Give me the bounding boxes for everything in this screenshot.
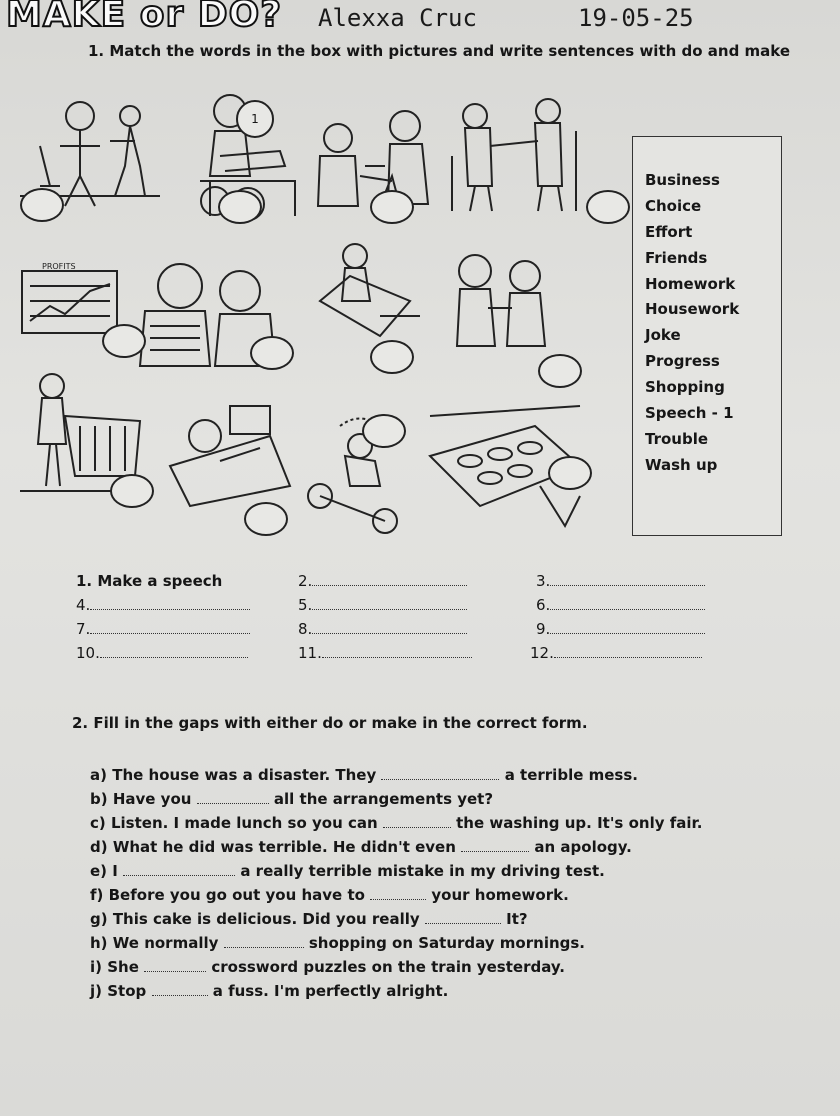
answer-9-number: 9. (536, 620, 551, 638)
answer-circle[interactable] (362, 414, 406, 448)
answer-12[interactable] (530, 644, 702, 662)
answer-10-number: 10. (76, 644, 100, 662)
sentence-before: Listen. I made lunch so you can (110, 814, 378, 832)
sentence-after: crossword puzzles on the train yesterday. (211, 958, 565, 976)
sentence-before: The house was a disaster. They (112, 766, 377, 784)
answer-3[interactable] (536, 572, 705, 590)
answer-6-number: 6. (536, 596, 551, 614)
word-item: Wash up (645, 456, 718, 474)
gap-blank[interactable] (123, 863, 235, 876)
answer-5-number: 5. (298, 596, 313, 614)
answer-circle[interactable] (370, 190, 414, 224)
answer-2-number: 2. (298, 572, 313, 590)
answer-line[interactable] (90, 597, 250, 610)
sentence-c (90, 814, 702, 832)
gap-blank[interactable] (383, 815, 451, 828)
sentence-letter: a) (90, 766, 107, 784)
word-item: Housework (645, 300, 740, 318)
sentence-before: She (107, 958, 139, 976)
picture-business (452, 99, 576, 211)
sentence-letter: i) (90, 958, 102, 976)
sentence-before: What he did was terrible. He didn't even (112, 838, 456, 856)
answer-line[interactable] (550, 573, 705, 586)
word-item: Friends (645, 249, 708, 267)
exercise1-instruction: 1. Match the words in the box with pictures and write sentences with do and make (88, 42, 791, 60)
answer-circle[interactable] (538, 354, 582, 388)
sentence-before: Have you (112, 790, 192, 808)
answer-4-number: 4. (76, 596, 91, 614)
answer-line[interactable] (554, 645, 702, 658)
word-item: Choice (645, 197, 702, 215)
sentence-before: Before you go out you have to (108, 886, 365, 904)
sentence-j (90, 982, 448, 1000)
picture-number-circle[interactable] (236, 100, 274, 138)
answer-12-number: 12. (530, 644, 554, 662)
date-written: 19-05-25 (578, 4, 694, 32)
word-item: Shopping (645, 378, 725, 396)
gap-blank[interactable] (381, 767, 499, 780)
sentence-letter: d) (90, 838, 108, 856)
answer-6[interactable] (536, 596, 705, 614)
sentence-h (90, 934, 585, 952)
sentence-letter: g) (90, 910, 108, 928)
sentence-before: We normally (112, 934, 219, 952)
answer-circle[interactable] (20, 188, 64, 222)
sentence-after: an apology. (534, 838, 632, 856)
worksheet-title: MAKE or DO? (6, 0, 283, 35)
picture-friends (318, 111, 428, 206)
gap-blank[interactable] (152, 983, 208, 996)
sentence-after: your homework. (431, 886, 569, 904)
answer-9[interactable] (536, 620, 705, 638)
picture-profits-chart (22, 271, 117, 333)
answer-line[interactable] (550, 621, 705, 634)
answer-line[interactable] (90, 621, 250, 634)
sentence-d (90, 838, 632, 856)
answer-circle[interactable] (370, 340, 414, 374)
word-item: Progress (645, 352, 720, 370)
answer-10[interactable] (76, 644, 248, 662)
gap-blank[interactable] (461, 839, 529, 852)
word-box (632, 136, 782, 536)
answer-11[interactable] (298, 644, 472, 662)
sentence-letter: f) (90, 886, 104, 904)
word-item: Trouble (645, 430, 709, 448)
answer-11-number: 11. (298, 644, 322, 662)
answer-circle[interactable] (586, 190, 630, 224)
answer-1-number: 1. (76, 572, 93, 590)
sentence-after: a fuss. I'm perfectly alright. (212, 982, 449, 1000)
sentence-before: Stop (107, 982, 147, 1000)
sentence-after: a terrible mess. (504, 766, 638, 784)
sentence-b (90, 790, 493, 808)
answer-3-number: 3. (536, 572, 551, 590)
answer-8[interactable] (298, 620, 467, 638)
sentence-f (90, 886, 569, 904)
gap-blank[interactable] (425, 911, 501, 924)
picture-number: 1 (251, 112, 259, 126)
word-item: Effort (645, 223, 693, 241)
answer-circle[interactable] (250, 336, 294, 370)
sentence-before: This cake is delicious. Did you really (112, 910, 420, 928)
sentence-letter: j) (90, 982, 102, 1000)
answer-8-number: 8. (298, 620, 313, 638)
answer-line[interactable] (312, 621, 467, 634)
gap-blank[interactable] (370, 887, 426, 900)
gap-blank[interactable] (197, 791, 269, 804)
sentence-after: shopping on Saturday mornings. (308, 934, 585, 952)
picture-homework (170, 406, 290, 506)
answer-circle[interactable] (102, 324, 146, 358)
answer-2[interactable] (298, 572, 467, 590)
sentence-after: the washing up. It's only fair. (456, 814, 703, 832)
exercise2-instruction: 2. Fill in the gaps with either do or make in the correct form. (72, 714, 588, 732)
answer-circle[interactable] (110, 474, 154, 508)
word-item: Joke (645, 326, 681, 344)
picture-joke (457, 255, 545, 346)
word-item: Speech - 1 (645, 404, 734, 422)
gap-blank[interactable] (144, 959, 206, 972)
answer-1-text: Make a speech (97, 572, 223, 590)
answer-circle[interactable] (244, 502, 288, 536)
answer-7[interactable] (76, 620, 250, 638)
word-item: Business (645, 171, 720, 189)
sentence-g (90, 910, 528, 928)
gap-blank[interactable] (224, 935, 304, 948)
answer-4[interactable] (76, 596, 250, 614)
answer-circle[interactable] (218, 190, 262, 224)
answer-circle[interactable] (548, 456, 592, 490)
answer-7-number: 7. (76, 620, 91, 638)
sentence-before: I (112, 862, 118, 880)
sentence-letter: h) (90, 934, 108, 952)
sentence-after: It? (506, 910, 528, 928)
picture-housework (320, 244, 420, 336)
illustrations (20, 86, 620, 546)
sentence-letter: c) (90, 814, 106, 832)
answer-1[interactable] (76, 572, 222, 590)
answer-line[interactable] (312, 573, 467, 586)
answer-line[interactable] (322, 645, 472, 658)
sentence-letter: e) (90, 862, 108, 880)
answer-line[interactable] (100, 645, 248, 658)
sentence-after: all the arrangements yet? (273, 790, 494, 808)
sentence-i (90, 958, 565, 976)
student-name: Alexxa Cruc (318, 4, 477, 32)
answer-line[interactable] (550, 597, 705, 610)
answer-line[interactable] (312, 597, 467, 610)
answer-5[interactable] (298, 596, 467, 614)
word-item: Homework (645, 275, 736, 293)
profits-label: PROFITS (42, 262, 76, 271)
sentence-a (90, 766, 638, 784)
sentence-e (90, 862, 605, 880)
sentence-letter: b) (90, 790, 108, 808)
sentence-after: a really terrible mistake in my driving test. (240, 862, 605, 880)
